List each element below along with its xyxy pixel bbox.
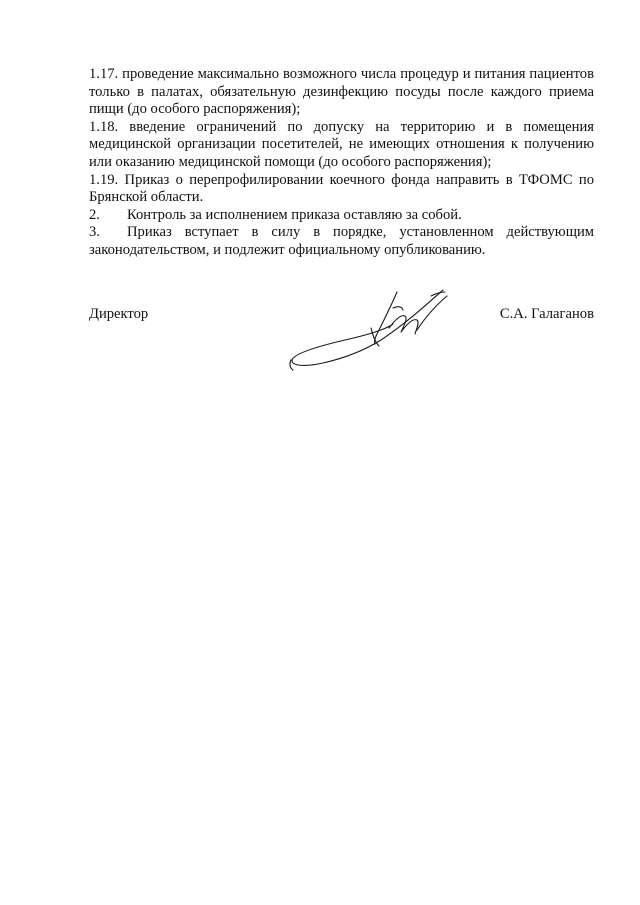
paragraph-number: 2. xyxy=(89,206,100,223)
paragraph-1-18 xyxy=(89,119,594,172)
paragraph-text: проведение максимально возможного числа процедур и питания пациентов только в палатах, обязательную дезинфекцию посуды после каждого приема пищи (до особого распоряжения); xyxy=(89,66,594,118)
paragraph-number: 1.18. xyxy=(89,118,119,135)
order-text xyxy=(89,66,594,260)
handwritten-signature xyxy=(285,284,465,374)
paragraph-number: 1.17. xyxy=(89,66,119,82)
paragraph-1-19 xyxy=(89,172,594,207)
signature-block xyxy=(89,306,594,386)
signer-name: С.А. Галаганов xyxy=(499,306,594,322)
paragraph-text: Приказ вступает в силу в порядке, установленном действующим законодательством, и подлежит официальному опубликованию. xyxy=(89,224,594,258)
paragraph-2 xyxy=(89,207,594,225)
paragraph-text: введение ограничений по допуску на территорию и в помещения медицинской организации посетителей, не имеющих отношения к получению или оказанию медицинской помощи (до особого распоряжения); xyxy=(89,118,594,170)
paragraph-3 xyxy=(89,224,594,259)
paragraph-number: 3. xyxy=(89,224,100,241)
signer-position: Директор xyxy=(89,306,149,322)
paragraph-number: 1.19. xyxy=(89,171,119,188)
paragraph-text: Приказ о перепрофилировании коечного фонда направить в ТФОМС по Брянской области. xyxy=(89,171,594,206)
paragraph-1-17 xyxy=(89,66,594,119)
paragraph-text: Контроль за исполнением приказа оставляю за собой. xyxy=(127,206,462,223)
